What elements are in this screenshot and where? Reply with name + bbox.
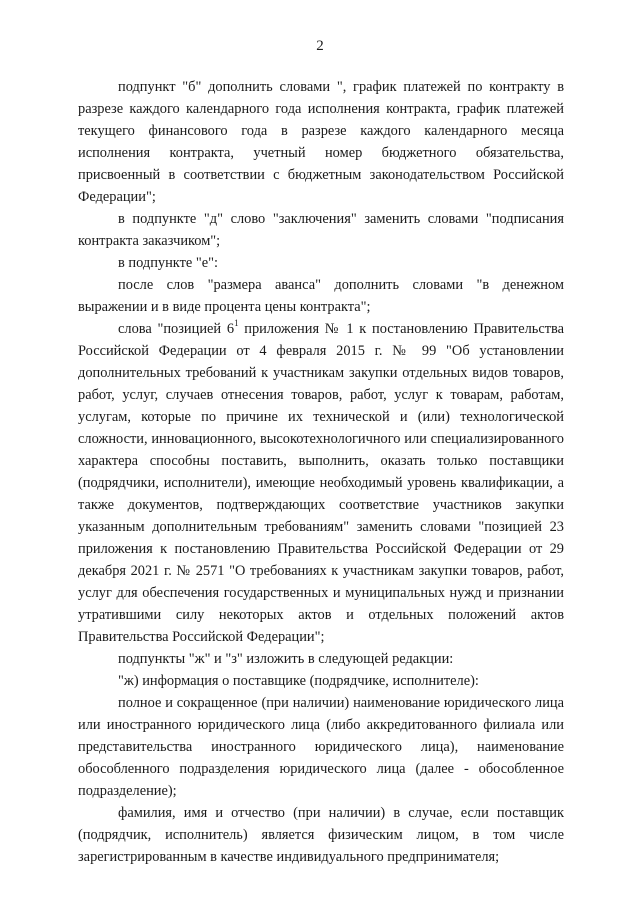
paragraph: в подпункте "е": [118, 255, 219, 271]
paragraph-text: приложения № 1 к постановлению Правительства Российской Федерации от 4 февраля 2015 г. № 99 "Об установлении дополнительных требований к участникам закупки отдельных видов товаров, работ, услуг, случаев отнесения товаров, работ, услуг к товарам, работам, услугам, которые по причине их технической и (или) технологической сложности, инновационного, высокотехнологичного или специализированного характера способны поставить, выполнить, оказать только поставщики (подрядчики, исполнители), имеющие необходимый уровень квалификации, а также документов, подтверждающих соответствие участников закупки указанным дополнительным требованиям" заменить словами "позицией 23 приложения к постановлению Правительства Российской Федерации от 29 декабря 2021 г. № 2571 "О требованиях к участникам закупки товаров, работ, услуг для обеспечения государственных и муниципальных нужд и признании утратившими силу некоторых актов и отдельных положений актов Правительства Российской Федерации"; [78, 321, 565, 645]
paragraph: подпункт "б" дополнить словами ", график платежей по контракту в разрезе каждого календарного года исполнения контракта, график платежей текущего финансового года в разрезе каждого календарного месяца исполнения контракта, учетный номер бюджетного обязательства, присвоенный в соответствии с бюджетным законодательством Российской Федерации"; [78, 79, 564, 205]
paragraph [78, 318, 564, 648]
paragraph: подпункты "ж" и "з" изложить в следующей редакции: [118, 651, 454, 667]
paragraph: после слов "размера аванса" дополнить словами "в денежном выражении и в виде процента цены контракта"; [78, 277, 564, 315]
paragraph: фамилия, имя и отчество (при наличии) в случае, если поставщик (подрядчик, исполнитель) является физическим лицом, в том числе зарегистрированным в качестве индивидуального предпринимателя; [78, 805, 564, 865]
paragraph: в подпункте "д" слово "заключения" заменить словами "подписания контракта заказчиком"; [78, 211, 564, 249]
paragraph: "ж) информация о поставщике (подрядчике, исполнителе): [118, 673, 479, 689]
document-body [78, 76, 564, 868]
paragraph: полное и сокращенное (при наличии) наименование юридического лица или иностранного юридического лица (либо аккредитованного филиала или представительства иностранного юридического лица), наименование обособленного подразделения юридического лица (далее - обособленное подразделение); [78, 695, 564, 799]
paragraph-text: слова "позицией 6 [118, 321, 235, 337]
page-number: 2 [316, 38, 324, 54]
superscript: 1 [234, 318, 239, 329]
